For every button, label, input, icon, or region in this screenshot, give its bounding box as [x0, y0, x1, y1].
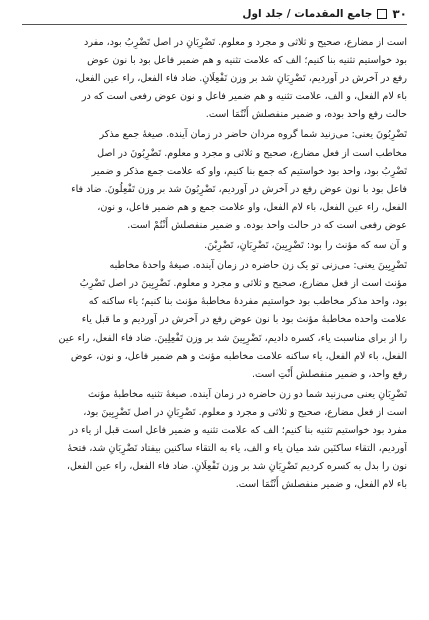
paragraph-tadribina	[22, 257, 407, 384]
text-line: بود، واحد مذکر مخاطب بود خواستیم مفردهٔ مخاطبهٔ مؤنث بنا کنیم؛ یاء ساکنه که	[88, 296, 407, 308]
text-line: نون را بدل به کسره کردیم تَضْرِبَانِ شد بر وزن تَفْعِلَانِ. ضاد فاء الفعل، راء عین الفعل،	[66, 461, 407, 473]
text-line: علامت واحده مخاطبهٔ مؤنث بود با نون عوض رفع در آخرش در آوردیم و ما قبل یاء	[81, 314, 407, 326]
text-line: باء لام الفعل، و الف، علامت تثنیه و هم ضمیر فاعل و نون عوض رفعی است که در	[81, 91, 407, 103]
text-line: الفعل، راء عین الفعل، باء لام الفعل، واو علامت جمع و هم ضمیر فاعل، و نون،	[97, 201, 407, 213]
text-line: آوردیم، التقاء ساکنَین شد میان یاء و الف، یاء به التقاء ساکنین بیفتاد تَضْرِبَانِ شد، فتحهٔ	[67, 443, 407, 455]
text-line: و آن سه که مؤنث را بود: تَضْرِبِينَ، تَضْرِبَانِ، تَضْرِبْنَ.	[204, 240, 407, 252]
text-line: است از مضارع، صحیح و ثلاثی و مجرد و معلوم. تَضْرِبَانِ در اصل تَضْرِبُ بود، مفرد	[84, 37, 407, 48]
text-line: مخاطب است از فعل مضارع، صحیح و ثلاثی و مجرد و معلوم. تَضْرِبُونَ در اصل	[97, 147, 407, 159]
paragraph-tadribani-masc	[22, 34, 407, 124]
text-line: را از برای مناسبت یاء، کسره دادیم، تَضْرِبِينَ شد بر وزن تَفْعِلِينَ. ضاد فاء الفعل، راء عین	[58, 332, 407, 344]
text-line: عوض رفعی است که در حالت واحد بوده. و ضمیر منفصلش أَنْتُمْ است.	[127, 219, 407, 231]
page-body	[22, 34, 407, 496]
text-line: فاعل بود با نون عوض رفع در آخرش در آوردیم، تَضْرِبُونَ شد بر وزن تَفْعِلُونَ. ضاد فاء	[71, 183, 407, 195]
text-line: مفرد بود خواستیم تثنیه بنا کنیم؛ الف که علامت تثنیه و ضمیر فاعل است قبل از یاء در	[69, 424, 407, 436]
text-line: است از فعل مضارع، صحیح و ثلاثی و مجرد و معلوم. تَضْرِبَانِ در اصل تَضْرِبِينَ بود،	[83, 406, 407, 418]
header-divider	[22, 24, 407, 25]
text-line: تَضْرِبُ بود، واحد بود خواستیم که جمع بنا کنیم، واو که علامت جمع مذکر و ضمیر	[91, 165, 407, 177]
text-line: تَضْرِبُونَ یعنی: می‌زنید شما گروه مردان حاضر در زمان آینده. صیغهٔ جمع مذکر	[99, 129, 407, 141]
paragraph-feminine-intro	[22, 237, 407, 255]
book-title: جامع المقدمات / جلد اول	[242, 8, 373, 20]
text-line: تَضْرِبَانِ یعنی می‌زنید شما دو زن حاضره در زمان آینده. صیغهٔ تثنیه مخاطبهٔ مؤنث	[88, 388, 407, 400]
page-header	[22, 6, 407, 22]
square-ornament-icon	[377, 9, 387, 19]
text-line: الفعل، باء لام الفعل، یاء ساکنه علامت مخاطبه مؤنث و هم ضمیر فاعل، و نون، عوض	[70, 350, 407, 362]
paragraph-tadribuna	[22, 126, 407, 235]
text-line: بود خواستیم تثنیه بنا کنیم؛ الف که علامت تثنیه و هم ضمیر فاعل بود با نون عوض	[87, 55, 407, 67]
paragraph-tadribani-fem	[22, 386, 407, 495]
text-line: تَضْرِبِينَ یعنی: می‌زنی تو یک زن حاضره در زمان آینده. صیغهٔ واحدهٔ مخاطبه	[109, 260, 407, 272]
text-line: باء لام الفعل، و ضمیر منفصلش أَنْتُمَا است.	[235, 479, 407, 491]
text-line: مؤنث است از فعل مضارع، صحیح و ثلاثی و مجرد و معلوم. تَضْرِبِينَ در اصل تَضْرِبُ	[79, 278, 407, 290]
page-number: ۳۰	[392, 7, 407, 21]
text-line: حالت رفع واحد بوده، و ضمیر منفصلش أَنْتُمَا است.	[205, 109, 407, 121]
text-line: رفع در آخرش در آوردیم، تَضْرِبَانِ شد بر وزن تَفْعِلَانِ. ضاد فاء الفعل، راء عین الفعل،	[74, 73, 407, 85]
text-line: رفع واحد، و ضمیر منفصلش أَنْتِ است.	[251, 368, 407, 380]
